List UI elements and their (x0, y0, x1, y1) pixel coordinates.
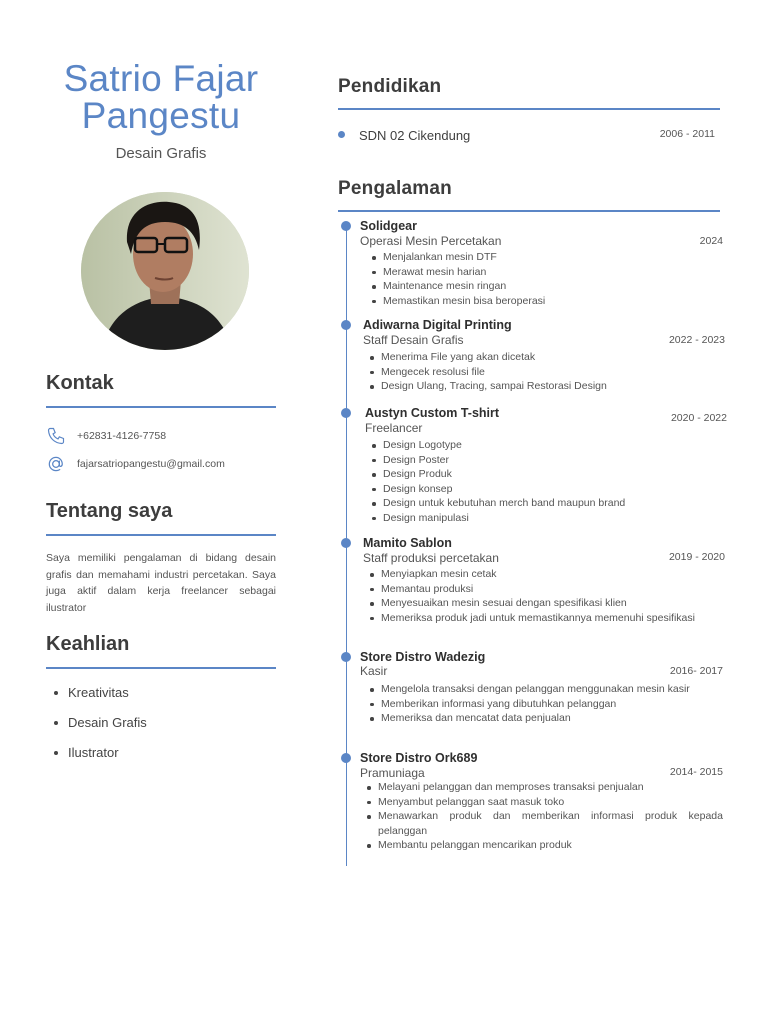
education-divider (338, 108, 720, 110)
job-task: Membantu pelanggan mencarikan produk (366, 838, 723, 853)
company-name: Mamito Sablon (363, 536, 452, 550)
job-task: Design konsep (371, 482, 721, 497)
contact-phone (46, 426, 166, 446)
education-heading: Pendidikan (338, 76, 442, 97)
timeline-dot (341, 538, 351, 548)
job-task: Maintenance mesin ringan (371, 279, 721, 294)
job-tasks (369, 350, 719, 394)
company-name: Store Distro Ork689 (360, 751, 478, 765)
job-task: Memeriksa dan mencatat data penjualan (369, 711, 725, 726)
job-tasks (371, 250, 721, 308)
skills-heading: Keahlian (46, 633, 130, 655)
job-years: 2020 - 2022 (670, 412, 727, 424)
skills-divider (46, 667, 276, 669)
company-name: Adiwarna Digital Printing (363, 318, 512, 332)
phone-number[interactable]: +62831-4126-7758 (77, 430, 167, 442)
job-task: Menerima File yang akan dicetak (369, 350, 719, 365)
job-years: 2024 (699, 235, 723, 247)
profile-photo (81, 192, 249, 350)
job-tasks (369, 682, 725, 726)
job-task: Mengelola transaksi dengan pelanggan menggunakan mesin kasir (369, 682, 725, 697)
job-task: Design Poster (371, 453, 721, 468)
company-name: Solidgear (360, 219, 417, 233)
skill-item: Ilustrator (50, 744, 147, 774)
phone-icon (46, 426, 66, 446)
job-task: Design Ulang, Tracing, sampai Restorasi Design (369, 379, 719, 394)
job-task: Menyesuaikan mesin sesuai dengan spesifikasi klien (369, 596, 725, 611)
job-position: Freelancer (365, 421, 423, 435)
at-sign-icon (46, 454, 66, 474)
job-position: Staff produksi percetakan (363, 551, 499, 565)
job-task: Memastikan mesin bisa beroperasi (371, 294, 721, 309)
about-divider (46, 534, 276, 536)
job-task: Menyiapkan mesin cetak (369, 567, 725, 582)
company-name: Austyn Custom T-shirt (365, 406, 500, 420)
contact-email (46, 454, 225, 474)
contact-divider (46, 406, 276, 408)
job-title: Desain Grafis (115, 145, 207, 162)
job-years: 2019 - 2020 (668, 551, 725, 563)
name-line-1: Satrio Fajar (63, 58, 259, 99)
contact-heading: Kontak (46, 372, 114, 394)
full-name (30, 60, 292, 134)
job-task: Memantau produksi (369, 582, 725, 597)
job-task: Menawarkan produk dan memberikan informasi produk kepada pelanggan (366, 809, 723, 838)
education-bullet (338, 131, 345, 138)
education-school: SDN 02 Cikendung (359, 128, 471, 143)
job-tasks (366, 780, 723, 853)
job-task: Memeriksa produk jadi untuk memastikannya memenuhi spesifikasi (369, 611, 725, 626)
experience-divider (338, 210, 720, 212)
job-task: Merawat mesin harian (371, 265, 721, 280)
skill-item: Kreativitas (50, 684, 147, 714)
job-task: Design manipulasi (371, 511, 721, 526)
job-position: Operasi Mesin Percetakan (360, 234, 502, 248)
profile-photo-illustration (81, 192, 249, 350)
job-position: Kasir (360, 664, 388, 678)
job-position: Pramuniaga (360, 766, 425, 780)
about-text: Saya memiliki pengalaman di bidang desain grafis dan memahami industri percetakan. Saya juga aktif dalam kerja freelancer sebagai ilustrator (46, 552, 276, 614)
name-line-2: Pangestu (81, 95, 241, 136)
job-task: Design Produk (371, 467, 721, 482)
job-task: Memberikan informasi yang dibutuhkan pelanggan (369, 697, 725, 712)
timeline-dot (341, 221, 351, 231)
job-task: Melayani pelanggan dan memproses transaksi penjualan (366, 780, 723, 795)
job-task: Menjalankan mesin DTF (371, 250, 721, 265)
job-years: 2016- 2017 (669, 665, 723, 677)
job-tasks (371, 438, 721, 526)
job-years: 2022 - 2023 (668, 334, 725, 346)
skills-list (50, 684, 147, 774)
company-name: Store Distro Wadezig (360, 650, 486, 664)
job-task: Design untuk kebutuhan merch band maupun brand (371, 496, 721, 511)
experience-heading: Pengalaman (338, 178, 452, 199)
timeline-dot (341, 408, 351, 418)
about-heading: Tentang saya (46, 500, 173, 522)
job-task: Menyambut pelanggan saat masuk toko (366, 795, 723, 810)
timeline-dot (341, 753, 351, 763)
education-years: 2006 - 2011 (659, 128, 715, 140)
job-years: 2014- 2015 (669, 766, 723, 778)
job-task: Design Logotype (371, 438, 721, 453)
timeline-dot (341, 320, 351, 330)
timeline-dot (341, 652, 351, 662)
job-position: Staff Desain Grafis (363, 333, 464, 347)
email-address[interactable]: fajarsatriopangestu@gmail.com (77, 458, 225, 470)
job-tasks (369, 567, 725, 625)
skill-item: Desain Grafis (50, 714, 147, 744)
job-task: Mengecek resolusi file (369, 365, 719, 380)
